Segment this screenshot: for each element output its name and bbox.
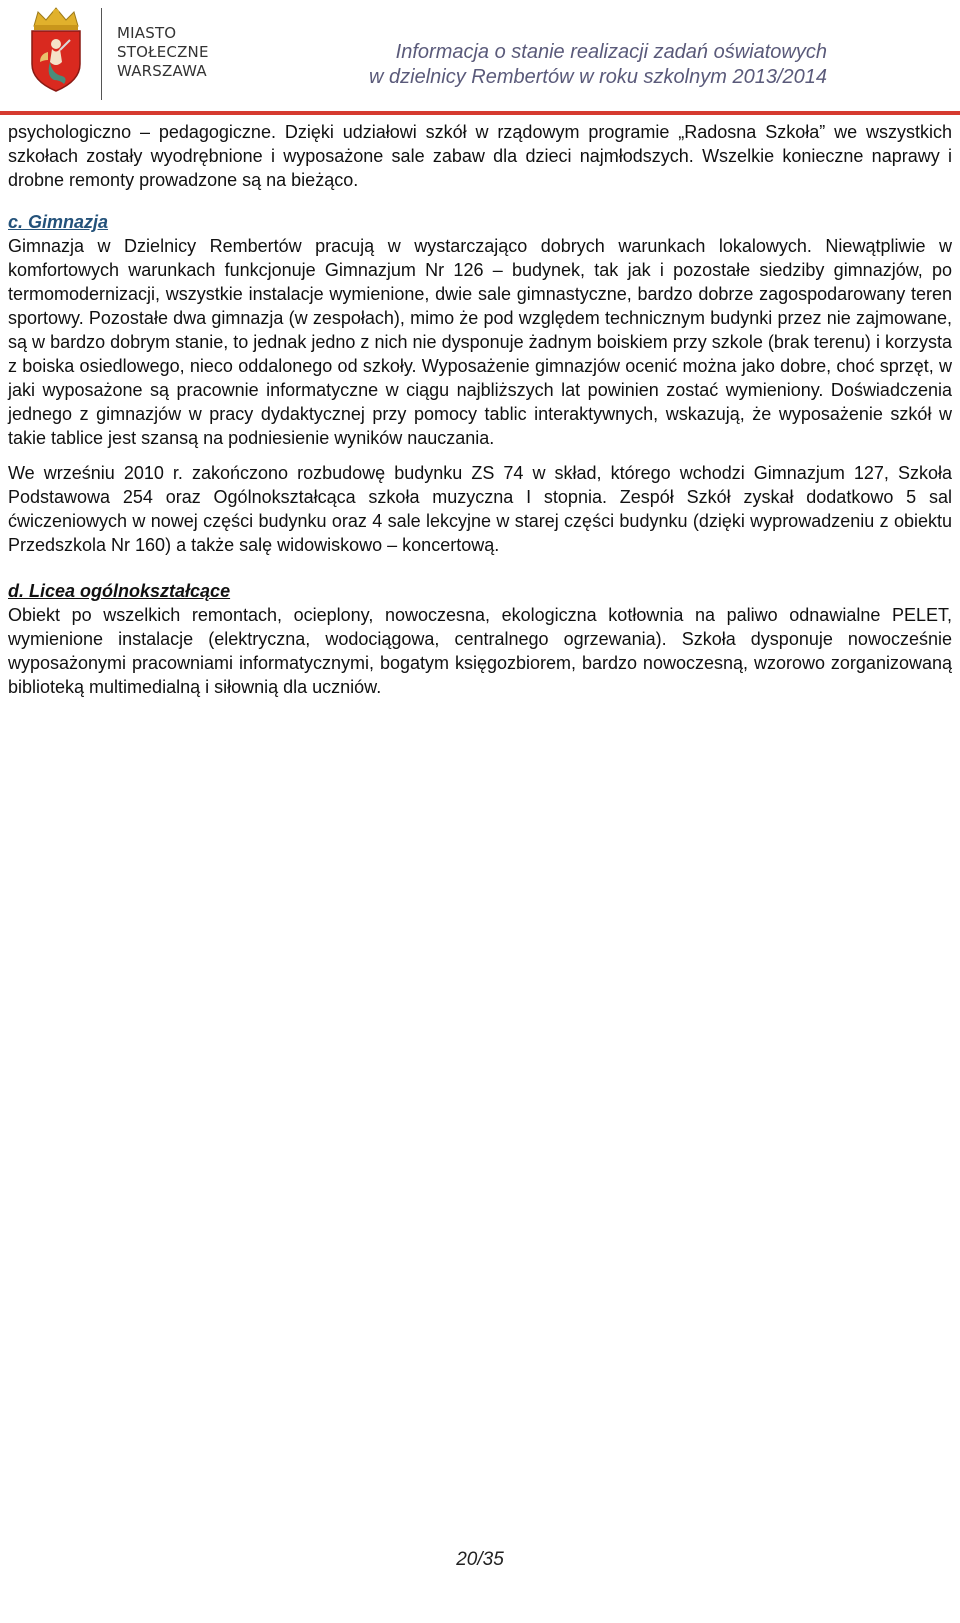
logo-line-3: WARSZAWA: [117, 62, 207, 80]
page-number: 20/35: [456, 1549, 504, 1570]
licea-paragraph: Obiekt po wszelkich remontach, ocieplony, nowoczesna, ekologiczna kotłownia na paliwo odnawialne PELET, wymienione instalacje (elektryczna, wodociągowa, centralnego ogrzewania). Szkoła dysponuje nowocześnie wyposażonymi pracowniami informatycznymi, bogatym księgozbiorem, bardzo nowoczesną, wzorowo zorganizowaną biblioteką multimedialną i siłownią dla uczniów.: [8, 605, 952, 697]
logo-line-1: MIASTO: [117, 24, 177, 42]
logo-line-2: STOŁECZNE: [117, 43, 209, 61]
city-logo-text: [117, 24, 209, 81]
intro-paragraph: psychologiczno – pedagogiczne. Dzięki udziałowi szkół w rządowym programie „Radosna Szkoła” we wszystkich szkołach zostały wyodrębnione i wyposażone sale zabaw dla dzieci najmłodszych. Wszelkie konieczne naprawy i drobne remonty prowadzone są na bieżąco.: [8, 122, 952, 190]
document-body: [8, 120, 952, 699]
section-heading-licea: d. Licea ogólnokształcące: [8, 581, 231, 601]
running-title-line-1: Informacja o stanie realizacji zadań oświatowych: [395, 41, 827, 63]
logo-divider: [101, 8, 102, 100]
running-title-line-2: w dzielnicy Rembertów w roku szkolnym 2013/2014: [369, 66, 827, 88]
document-running-title: [369, 40, 827, 90]
page-header: [0, 0, 960, 116]
gimnazja-paragraph-1: Gimnazja w Dzielnicy Rembertów pracują w wystarczająco dobrych warunkach lokalowych. Niewątpliwie w komfortowych warunkach funkcjonuje Gimnazjum Nr 126 – budynek, tak jak i pozostałe siedziby gimnazjów, po termomodernizacji, wszystkie instalacje wymienione, dwie sale gimnastyczne, bardzo dobrze zagospodarowany teren sportowy. Pozostałe dwa gimnazja (w zespołach), mimo że pod względem technicznym budynki przez nie zajmowane, są w bardzo dobrym stanie, to jednak jedno z nich nie dysponuje żadnym boiskiem przy szkole (brak terenu) i korzysta z boiska osiedlowego, nieco oddalonego od szkoły. Wyposażenie gimnazjów ocenić można jako dobre, choć sprzęt, w jaki wyposażone są pracownie informatyczne w ciągu najbliższych lat powinien zostać wymieniony. Doświadczenia jednego z gimnazjów w pracy dydaktycznej przy pomocy tablic interaktywnych, wskazują, że wyposażenie szkół w takie tablice jest szansą na podniesienie wyników nauczania.: [8, 236, 952, 448]
header-rule: [0, 111, 960, 115]
section-heading-gimnazja: c. Gimnazja: [8, 212, 109, 232]
gimnazja-paragraph-2: We wrześniu 2010 r. zakończono rozbudowę budynku ZS 74 w skład, którego wchodzi Gimnazjum 127, Szkoła Podstawowa 254 oraz Ogólnokształcąca szkoła muzyczna I stopnia. Zespół Szkół zyskał dodatkowo 5 sal ćwiczeniowych w nowej części budynku oraz 4 sale lekcyjne w starej części budynku (dzięki wyprowadzeniu z obiektu Przedszkola Nr 160) a także salę widowiskowo – koncertową.: [8, 463, 952, 555]
warsaw-coat-of-arms-icon: [22, 6, 90, 92]
